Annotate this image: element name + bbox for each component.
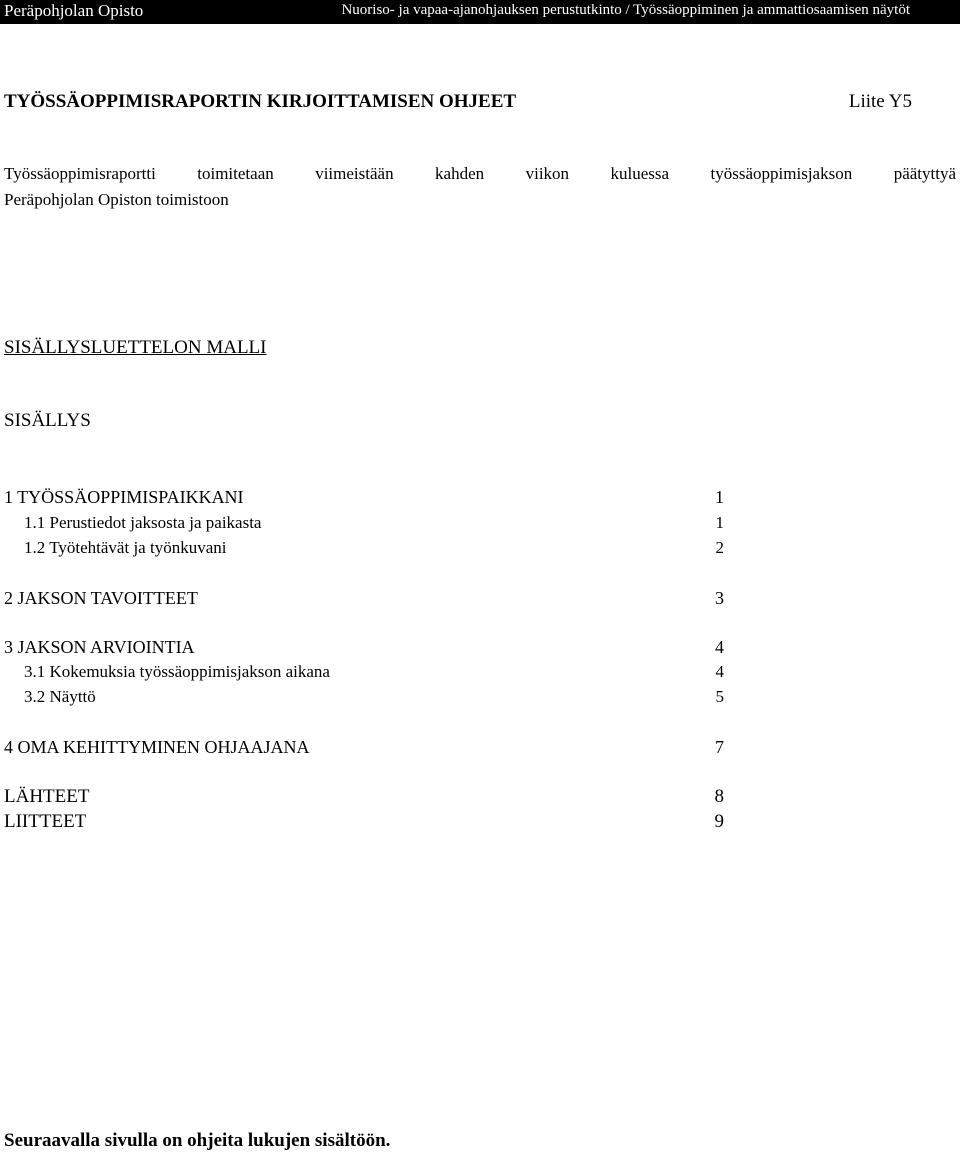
- toc-entry: [4, 588, 724, 613]
- toc-entry-label: 2 JAKSON TAVOITTEET: [4, 588, 198, 608]
- toc-entry-page: 1: [715, 513, 724, 532]
- model-heading: SISÄLLYSLUETTELON MALLI: [4, 337, 267, 358]
- toc-entry-page: 2: [715, 538, 724, 557]
- toc-entry-page: 9: [714, 811, 724, 832]
- intro-line: Peräpohjolan Opiston toimistoon: [4, 190, 229, 209]
- intro-line: Työssäoppimisraportti toimitetaan viimeistään kahden viikon kuluessa työssäoppimisjakson päätyttyä: [4, 164, 956, 183]
- toc-entry-page: 5: [715, 687, 724, 706]
- toc-entry-label: 1 TYÖSSÄOPPIMISPAIKKANI: [4, 487, 244, 507]
- toc-entry: [4, 786, 724, 811]
- header-program: Nuoriso- ja vapaa-ajanohjauksen perustutkinto / Työssäoppiminen ja ammattiosaamisen näytöt: [341, 2, 910, 18]
- toc-entry: [4, 513, 724, 538]
- toc-entry-label: 1.2 Työtehtävät ja työnkuvani: [24, 538, 227, 557]
- appendix-label: Liite Y5: [848, 91, 912, 112]
- toc-entry: [4, 538, 724, 563]
- contents-heading: SISÄLLYS: [4, 410, 91, 431]
- toc-entry-page: 3: [715, 588, 724, 608]
- table-of-contents: [4, 0, 724, 1158]
- toc-entry-page: 4: [715, 662, 724, 681]
- toc-entry-label: LÄHTEET: [4, 786, 90, 807]
- document-title: TYÖSSÄOPPIMISRAPORTIN KIRJOITTAMISEN OHJEET: [4, 91, 517, 112]
- toc-entry-label: LIITTEET: [4, 811, 87, 832]
- header-institution: Peräpohjolan Opisto: [4, 1, 144, 20]
- toc-entry-page: 7: [715, 737, 724, 757]
- toc-entry-page: 4: [715, 637, 724, 657]
- footer-note: Seuraavalla sivulla on ohjeita lukujen sisältöön.: [4, 1130, 391, 1151]
- toc-entry: [4, 487, 724, 512]
- toc-entry: [4, 737, 724, 762]
- toc-entry-label: 3.2 Näyttö: [24, 687, 96, 706]
- toc-entry-label: 3.1 Kokemuksia työssäoppimisjakson aikana: [24, 662, 330, 681]
- toc-entry: [4, 687, 724, 712]
- toc-entry-label: 3 JAKSON ARVIOINTIA: [4, 637, 195, 657]
- toc-entry-page: 8: [714, 786, 724, 807]
- toc-entry-page: 1: [715, 487, 724, 507]
- toc-entry: [4, 811, 724, 836]
- toc-entry-label: 4 OMA KEHITTYMINEN OHJAAJANA: [4, 737, 310, 757]
- toc-entry-label: 1.1 Perustiedot jaksosta ja paikasta: [24, 513, 262, 532]
- toc-entry: [4, 637, 724, 662]
- toc-entry: [4, 662, 724, 687]
